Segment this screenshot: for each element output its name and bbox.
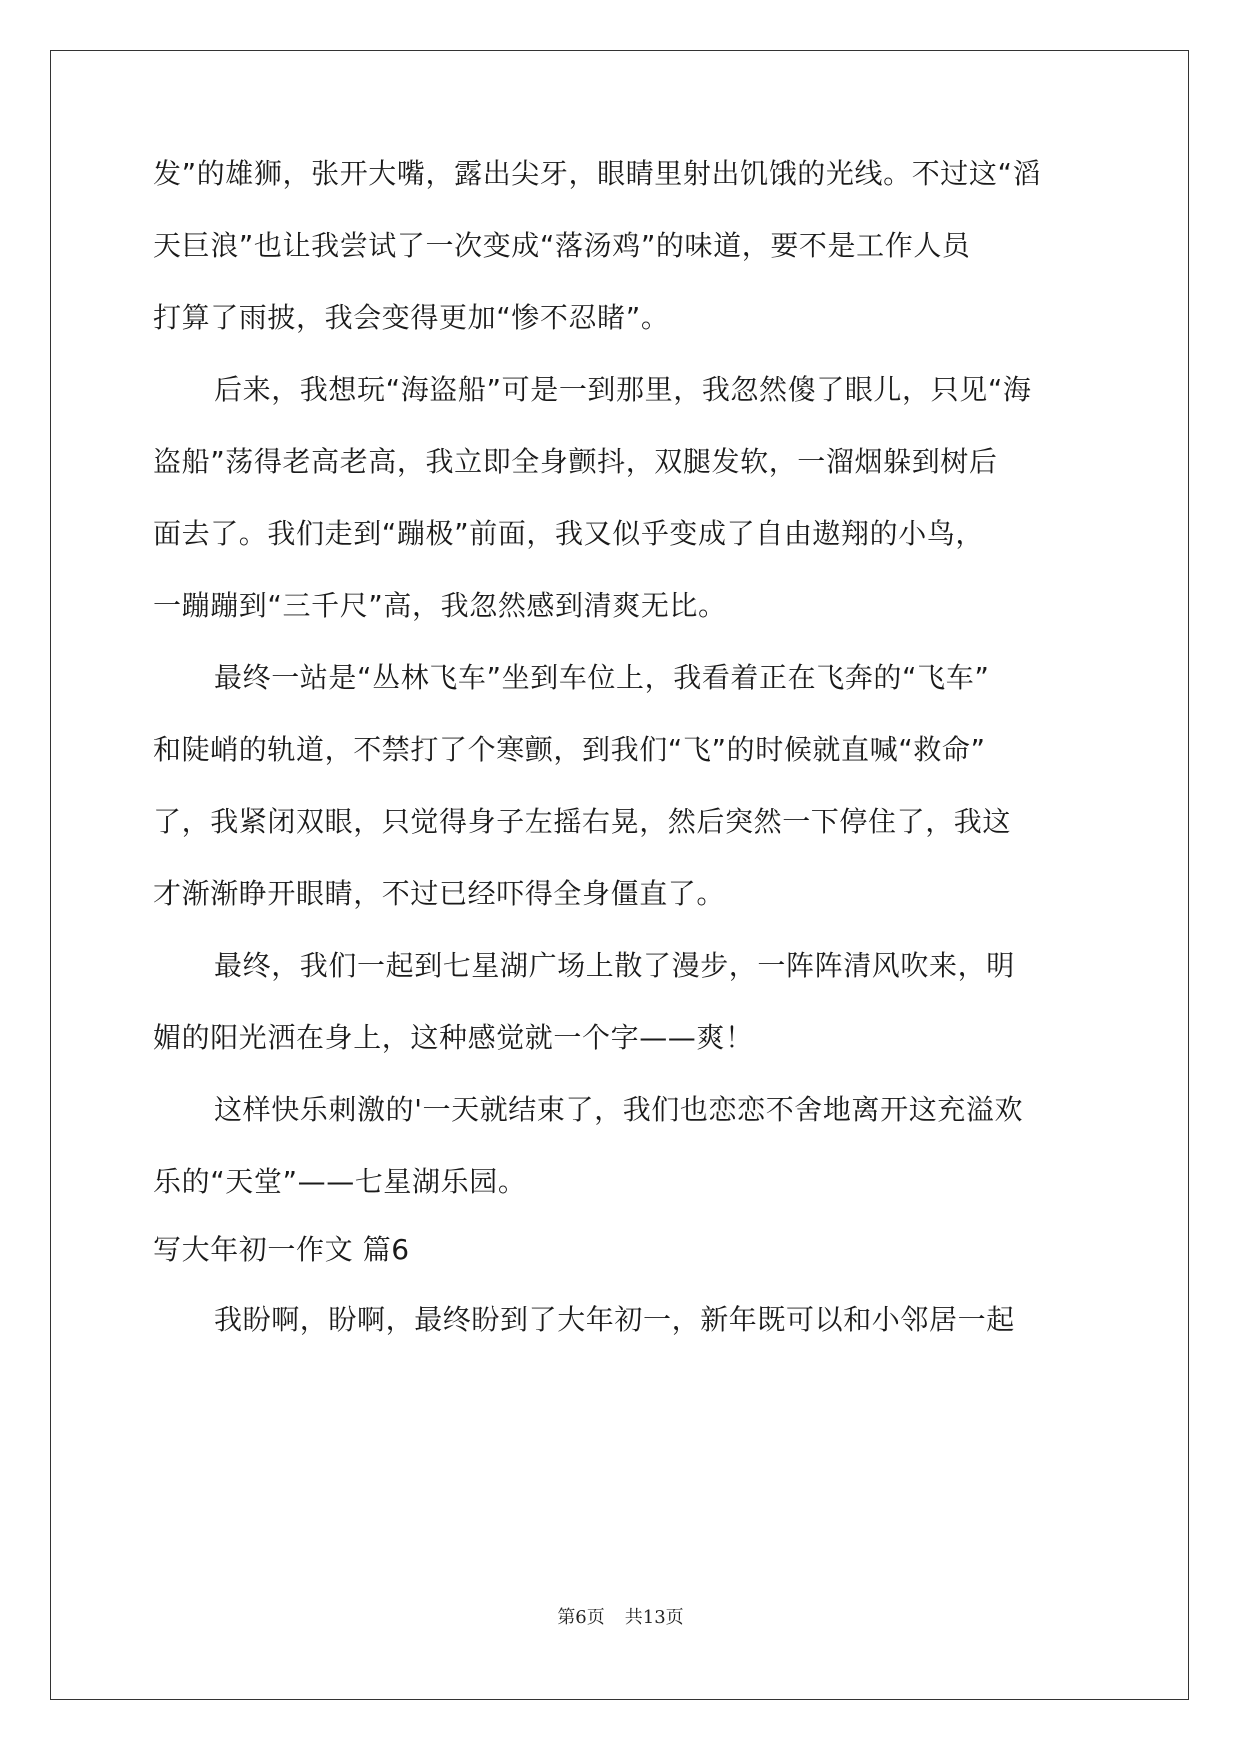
paragraph-start-line: 我盼啊，盼啊，最终盼到了大年初一，新年既可以和小邻居一起 xyxy=(214,1303,1015,1336)
page-footer xyxy=(0,1607,1241,1629)
text-line: 打算了雨披，我会变得更加“惨不忍睹”。 xyxy=(153,301,670,334)
text-line: 天巨浪”也让我尝试了一次变成“落汤鸡”的味道，要不是工作人员 xyxy=(153,229,971,262)
text-line: 乐的“天堂”——七星湖乐园。 xyxy=(153,1165,527,1198)
paragraph-start-line: 最终，我们一起到七星湖广场上散了漫步，一阵阵清风吹来，明 xyxy=(214,949,1015,982)
paragraph-start-line: 最终一站是“丛林飞车”坐到车位上，我看着正在飞奔的“飞车” xyxy=(214,661,990,694)
text-line: 一蹦蹦到“三千尺”高，我忽然感到清爽无比。 xyxy=(153,589,727,622)
text-line: 和陡峭的轨道，不禁打了个寒颤，到我们“飞”的时候就直喊“救命” xyxy=(153,733,986,766)
text-line: 才渐渐睁开眼睛，不过已经吓得全身僵直了。 xyxy=(153,877,726,910)
section-heading: 写大年初一作文 篇6 xyxy=(153,1233,410,1266)
paragraph-start-line: 后来，我想玩“海盗船”可是一到那里，我忽然傻了眼儿，只见“海 xyxy=(214,373,1032,406)
text-line: 面去了。我们走到“蹦极”前面，我又似乎变成了自由遨翔的小鸟， xyxy=(153,517,985,550)
page-number: 第6页 xyxy=(557,1607,605,1628)
text-line: 了，我紧闭双眼，只觉得身子左摇右晃，然后突然一下停住了，我这 xyxy=(153,805,1012,838)
paragraph-start-line: 这样快乐刺激的'一天就结束了，我们也恋恋不舍地离开这充溢欢 xyxy=(214,1093,1024,1126)
page-border xyxy=(50,50,1189,1700)
text-line: 发”的雄狮，张开大嘴，露出尖牙，眼睛里射出饥饿的光线。不过这“滔 xyxy=(153,157,1042,190)
page-total: 共13页 xyxy=(624,1607,684,1628)
text-line: 盗船”荡得老高老高，我立即全身颤抖，双腿发软，一溜烟躲到树后 xyxy=(153,445,998,478)
text-line: 媚的阳光洒在身上，这种感觉就一个字——爽！ xyxy=(153,1021,754,1054)
